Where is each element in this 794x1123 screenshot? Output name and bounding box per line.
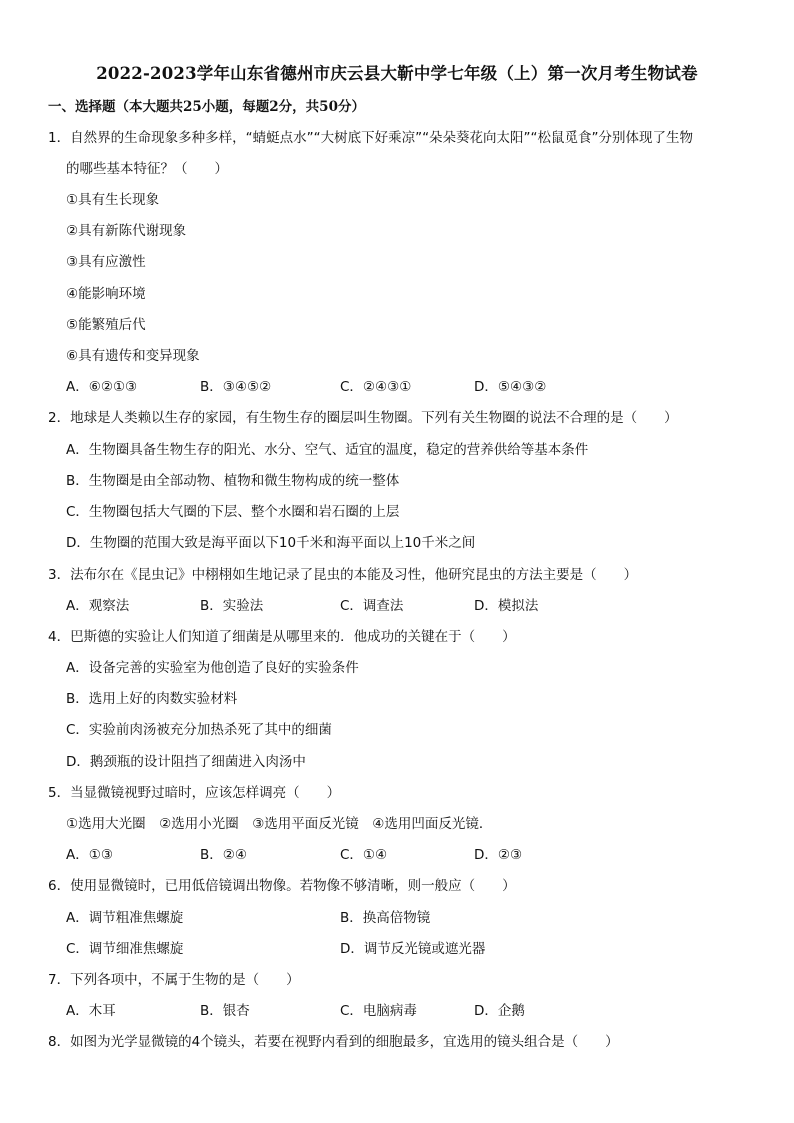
question-1-item: ②具有新陈代谢现象: [66, 223, 187, 239]
question-1-item: ③具有应激性: [66, 254, 146, 270]
option-d: D．调节反光镜或遮光器: [340, 941, 486, 957]
option-d: D．②③: [474, 847, 523, 863]
option-b: B．实验法: [200, 598, 264, 614]
option-d: D．模拟法: [474, 598, 539, 614]
question-8-stem: 8．如图为光学显微镜的4个镜头，若要在视野内看到的细胞最多，宜选用的镜头组合是（ ）: [48, 1034, 619, 1050]
option-c: C．调节细准焦螺旋: [66, 941, 184, 957]
option-a: A．观察法: [66, 598, 130, 614]
question-1-stem: 1．自然界的生命现象多种多样，“蜻蜓点水”“大树底下好乘凉”“朵朵葵花向太阳”“松鼠觅食”分别体现了生物: [48, 130, 694, 146]
question-3-stem: 3．法布尔在《昆虫记》中栩栩如生地记录了昆虫的本能及习性，他研究昆虫的方法主要是（ ）: [48, 567, 638, 583]
question-2-option-d: D．生物圈的范围大致是海平面以下10千米和海平面以上10千米之间: [66, 535, 476, 551]
question-1-item: ④能影响环境: [66, 286, 146, 302]
question-4-option-b: B．选用上好的肉数实验材料: [66, 691, 238, 707]
question-1-item: ⑤能繁殖后代: [66, 317, 146, 333]
option-a: A．⑥②①③: [66, 379, 138, 395]
option-b: B．②④: [200, 847, 247, 863]
option-c: C．②④③①: [340, 379, 412, 395]
option-a: A．调节粗准焦螺旋: [66, 910, 184, 926]
option-a: A．木耳: [66, 1003, 116, 1019]
question-1-item: ⑥具有遗传和变异现象: [66, 348, 200, 364]
question-4-option-c: C．实验前肉汤被充分加热杀死了其中的细菌: [66, 722, 332, 738]
question-1-item: ①具有生长现象: [66, 192, 160, 208]
question-2-option-a: A．生物圈具备生物生存的阳光、水分、空气、适宜的温度，稳定的营养供给等基本条件: [66, 442, 589, 458]
question-4-option-a: A．设备完善的实验室为他创造了良好的实验条件: [66, 660, 359, 676]
option-c: C．电脑病毒: [340, 1003, 417, 1019]
question-5-items: ①选用大光圈 ②选用小光圈 ③选用平面反光镜 ④选用凹面反光镜．: [66, 816, 493, 832]
question-2-option-b: B．生物圈是由全部动物、植物和微生物构成的统一整体: [66, 473, 400, 489]
option-d: D．企鹅: [474, 1003, 525, 1019]
question-4-option-d: D．鹅颈瓶的设计阻挡了细菌进入肉汤中: [66, 754, 306, 770]
option-c: C．调查法: [340, 598, 404, 614]
section-heading: 一、选择题（本大题共25小题，每题2分，共50分）: [48, 99, 365, 115]
question-7-stem: 7．下列各项中，不属于生物的是（ ）: [48, 972, 300, 988]
option-d: D．⑤④③②: [474, 379, 547, 395]
option-b: B．银杏: [200, 1003, 250, 1019]
question-2-option-c: C．生物圈包括大气圈的下层、整个水圈和岩石圈的上层: [66, 504, 400, 520]
question-2-stem: 2．地球是人类赖以生存的家园，有生物生存的圈层叫生物圈。下列有关生物圈的说法不合理的是（ ）: [48, 410, 678, 426]
question-4-stem: 4．巴斯德的实验让人们知道了细菌是从哪里来的．他成功的关键在于（ ）: [48, 629, 516, 645]
question-6-stem: 6．使用显微镜时，已用低倍镜调出物像。若物像不够清晰，则一般应（ ）: [48, 878, 516, 894]
question-1-stem-cont: 的哪些基本特征？（ ）: [66, 161, 228, 177]
option-b: B．换高倍物镜: [340, 910, 431, 926]
question-5-stem: 5．当显微镜视野过暗时，应该怎样调亮（ ）: [48, 785, 341, 801]
option-a: A．①③: [66, 847, 113, 863]
exam-title: 2022-2023学年山东省德州市庆云县大靳中学七年级（上）第一次月考生物试卷: [96, 64, 698, 83]
option-c: C．①④: [340, 847, 388, 863]
option-b: B．③④⑤②: [200, 379, 272, 395]
